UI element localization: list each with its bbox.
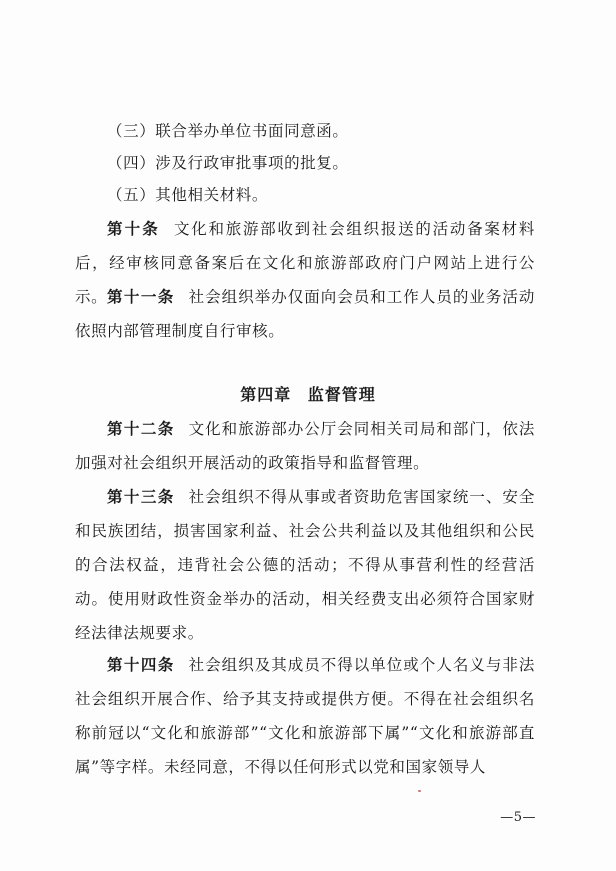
- article-head: 第十二条: [107, 420, 175, 438]
- article-11: [75, 280, 535, 348]
- article-head: 第十一条: [107, 288, 175, 306]
- article-body: 社会组织及其成员不得以单位或个人名义与非法社会组织开展合作、给予其支持或提供方便。不得在社会组织名称前冠以“文化和旅游部”“文化和旅游部下属”“文化和旅游部直属”等字样。未经同意，不得以任何形式以党和国家领导人: [75, 656, 535, 776]
- list-item: （五）其他相关材料。: [107, 186, 269, 204]
- article-head: 第十三条: [107, 488, 175, 506]
- page-number: —5—: [500, 810, 536, 825]
- list-item: （四）涉及行政审批事项的批复。: [107, 154, 349, 172]
- scan-speck: [418, 790, 421, 792]
- article-body: 文化和旅游部办公厅会同相关司局和部门，依法加强对社会组织开展活动的政策指导和监督管理。: [75, 420, 535, 472]
- article-12: [75, 412, 535, 480]
- article-body: 文化和旅游部收到社会组织报送的活动备案材料后，经审核同意备案后在文化和旅游部政府门户网站上进行公示。: [75, 220, 535, 306]
- article-body: 社会组织不得从事或者资助危害国家统一、安全和民族团结，损害国家利益、社会公共利益以及其他组织和公民的合法权益，违背社会公德的活动；不得从事营利性的经营活动。使用财政性资金举办的活动，相关经费支出必须符合国家财经法律法规要求。: [75, 488, 535, 642]
- article-head: 第十条: [107, 220, 160, 238]
- article-body: 社会组织举办仅面向会员和工作人员的业务活动依照内部管理制度自行审核。: [75, 288, 535, 340]
- article-14: [75, 648, 535, 784]
- chapter-title: 第四章 监督管理: [240, 385, 376, 404]
- article-head: 第十四条: [107, 656, 175, 674]
- article-13: [75, 480, 535, 650]
- list-item: （三）联合举办单位书面同意函。: [107, 122, 349, 140]
